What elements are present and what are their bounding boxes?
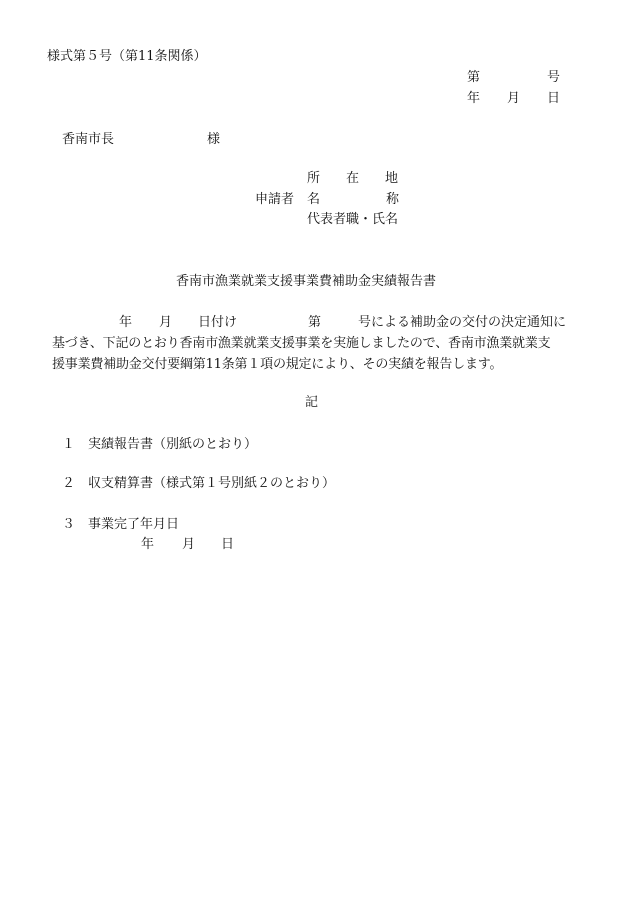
body-line-2: 基づき、下記のとおり香南市漁業就業支援事業を実施しましたので、香南市漁業就業支 bbox=[52, 336, 551, 351]
item-3-number: ３ bbox=[62, 517, 76, 532]
date-year: 年 bbox=[467, 91, 481, 106]
completion-year: 年 bbox=[141, 537, 155, 552]
date-month: 月 bbox=[507, 91, 521, 106]
item-2-number: ２ bbox=[62, 476, 76, 491]
body-number-prefix: 第 bbox=[308, 315, 322, 330]
item-1-text: 実績報告書（別紙のとおり） bbox=[88, 437, 258, 452]
body-month: 月 bbox=[159, 315, 173, 330]
body-line-1-text: 号による補助金の交付の決定通知に bbox=[358, 315, 567, 330]
applicant-name-label-2: 称 bbox=[386, 192, 400, 207]
date-day: 日 bbox=[547, 91, 561, 106]
item-2-text: 収支精算書（様式第１号別紙２のとおり） bbox=[88, 476, 336, 491]
applicant-address-label: 所 在 地 bbox=[307, 171, 399, 186]
number-prefix: 第 bbox=[467, 70, 481, 85]
item-3-text: 事業完了年月日 bbox=[88, 517, 180, 532]
applicant-representative-label: 代表者職・氏名 bbox=[307, 212, 399, 227]
item-1-number: １ bbox=[62, 437, 76, 452]
body-day-suffix: 日付け bbox=[198, 315, 238, 330]
addressee-honorific: 様 bbox=[207, 132, 221, 147]
completion-month: 月 bbox=[182, 537, 196, 552]
addressee-title: 香南市長 bbox=[62, 132, 115, 147]
applicant-label: 申請者 bbox=[255, 192, 295, 207]
completion-day: 日 bbox=[221, 537, 235, 552]
body-line-3: 援事業費補助金交付要綱第11条第１項の規定により、その実績を報告します。 bbox=[52, 357, 503, 372]
applicant-name-label-1: 名 bbox=[307, 192, 321, 207]
ki-marker: 記 bbox=[305, 395, 319, 410]
form-number: 様式第５号（第11条関係） bbox=[47, 49, 207, 64]
number-suffix: 号 bbox=[547, 70, 561, 85]
document-title: 香南市漁業就業支援事業費補助金実績報告書 bbox=[176, 274, 437, 289]
body-year: 年 bbox=[119, 315, 133, 330]
